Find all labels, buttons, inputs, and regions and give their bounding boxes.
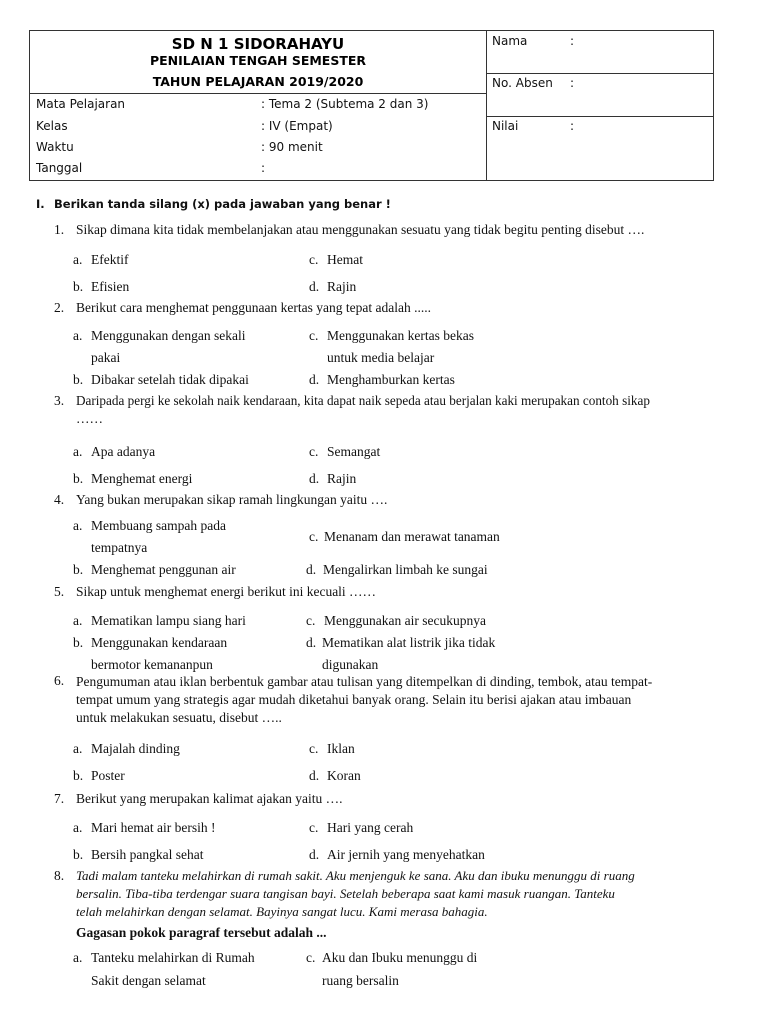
option-c[interactable]: Menggunakan air secukupnya bbox=[324, 613, 486, 628]
option-letter: c. bbox=[309, 328, 319, 343]
header-divider bbox=[30, 93, 486, 94]
option-letter: d. bbox=[309, 372, 320, 387]
option-a[interactable]: Efektif bbox=[91, 252, 129, 267]
option-b[interactable]: Menghemat energi bbox=[91, 471, 193, 486]
field-label-class: Kelas bbox=[36, 119, 68, 133]
option-letter: a. bbox=[73, 328, 83, 343]
field-value-subject: : Tema 2 (Subtema 2 dan 3) bbox=[261, 97, 429, 111]
field-label-subject: Mata Pelajaran bbox=[36, 97, 126, 111]
option-a[interactable]: Majalah dinding bbox=[91, 741, 180, 756]
option-letter: a. bbox=[73, 741, 83, 756]
field-label-time: Waktu bbox=[36, 140, 74, 154]
passage-text bbox=[76, 867, 731, 921]
option-a-continued[interactable]: pakai bbox=[91, 350, 121, 365]
header-table bbox=[29, 30, 714, 181]
option-a[interactable]: Mari hemat air bersih ! bbox=[91, 820, 216, 835]
header-divider bbox=[486, 73, 714, 74]
option-letter: c. bbox=[306, 950, 316, 965]
option-c-continued[interactable]: ruang bersalin bbox=[322, 973, 399, 988]
absence-label: No. Absen bbox=[492, 76, 553, 90]
option-letter: a. bbox=[73, 518, 83, 533]
option-letter: d. bbox=[306, 562, 317, 577]
question-number: 5. bbox=[54, 584, 65, 599]
name-label: Nama bbox=[492, 34, 528, 48]
option-letter: d. bbox=[306, 635, 317, 650]
field-value-class: : IV (Empat) bbox=[261, 119, 333, 133]
question-line: untuk melakukan sesuatu, disebut ….. bbox=[76, 710, 282, 725]
option-letter: b. bbox=[73, 635, 84, 650]
option-d[interactable]: Koran bbox=[327, 768, 361, 783]
option-letter: d. bbox=[309, 847, 320, 862]
question-text bbox=[76, 673, 731, 727]
section-number: I. bbox=[36, 197, 45, 211]
option-c-continued[interactable]: untuk media belajar bbox=[327, 350, 435, 365]
option-letter: b. bbox=[73, 562, 84, 577]
option-c[interactable]: Hemat bbox=[327, 252, 363, 267]
option-b[interactable]: Dibakar setelah tidak dipakai bbox=[91, 372, 249, 387]
option-letter: b. bbox=[73, 471, 84, 486]
question-number: 6. bbox=[54, 673, 65, 688]
field-value-time: : 90 menit bbox=[261, 140, 323, 154]
option-letter: d. bbox=[309, 471, 320, 486]
option-b[interactable]: Menghemat penggunan air bbox=[91, 562, 236, 577]
score-colon: : bbox=[570, 119, 575, 133]
question-number: 4. bbox=[54, 492, 65, 507]
passage-line: bersalin. Tiba-tiba terdengar suara tangisan bayi. Setelah beberapa saat kami masuk ruangan. Tanteku bbox=[76, 886, 615, 901]
option-a[interactable]: Apa adanya bbox=[91, 444, 156, 459]
question-number: 3. bbox=[54, 393, 65, 408]
question-number: 1. bbox=[54, 222, 65, 237]
option-b[interactable]: Poster bbox=[91, 768, 125, 783]
option-d[interactable]: Menghamburkan kertas bbox=[327, 372, 455, 387]
absence-colon: : bbox=[570, 76, 575, 90]
option-d[interactable]: Rajin bbox=[327, 279, 357, 294]
option-b[interactable]: Efisien bbox=[91, 279, 130, 294]
passage-line: telah melahirkan dengan selamat. Bayinya sangat lucu. Kami merasa bahagia. bbox=[76, 904, 488, 919]
option-letter: a. bbox=[73, 444, 83, 459]
option-letter: c. bbox=[306, 613, 316, 628]
question-text: Daripada pergi ke sekolah naik kendaraan, kita dapat naik sepeda atau berjalan kaki merupakan contoh sikap bbox=[76, 393, 650, 408]
option-a[interactable]: Mematikan lampu siang hari bbox=[91, 613, 246, 628]
option-letter: c. bbox=[309, 820, 319, 835]
question-text: Berikut yang merupakan kalimat ajakan yaitu …. bbox=[76, 791, 343, 806]
option-c[interactable]: Menanam dan merawat tanaman bbox=[324, 529, 500, 544]
option-letter: a. bbox=[73, 950, 83, 965]
option-a[interactable]: Membuang sampah pada bbox=[91, 518, 226, 533]
question-prompt: Gagasan pokok paragraf tersebut adalah ... bbox=[76, 925, 327, 940]
option-c[interactable]: Iklan bbox=[327, 741, 355, 756]
question-number: 7. bbox=[54, 791, 65, 806]
option-d-continued[interactable]: digunakan bbox=[322, 657, 379, 672]
option-letter: c. bbox=[309, 444, 319, 459]
academic-year: TAHUN PELAJARAN 2019/2020 bbox=[152, 74, 364, 89]
question-number: 8. bbox=[54, 868, 65, 883]
option-letter: a. bbox=[73, 252, 83, 267]
option-letter: c. bbox=[309, 252, 319, 267]
option-d[interactable]: Mengalirkan limbah ke sungai bbox=[323, 562, 488, 577]
option-letter: b. bbox=[73, 768, 84, 783]
option-b[interactable]: Bersih pangkal sehat bbox=[91, 847, 204, 862]
header-divider bbox=[486, 31, 487, 181]
passage-line: Tadi malam tanteku melahirkan di rumah sakit. Aku menjenguk ke sana. Aku dan ibuku menunggu di ruang bbox=[76, 868, 635, 883]
question-line: Pengumuman atau iklan berbentuk gambar atau tulisan yang ditempelkan di dinding, tembok, atau tempat- bbox=[76, 674, 653, 689]
option-a[interactable]: Menggunakan dengan sekali bbox=[91, 328, 246, 343]
option-a-continued[interactable]: tempatnya bbox=[91, 540, 148, 555]
option-d[interactable]: Air jernih yang menyehatkan bbox=[327, 847, 485, 862]
option-c[interactable]: Semangat bbox=[327, 444, 381, 459]
option-b-continued[interactable]: bermotor kemananpun bbox=[91, 657, 213, 672]
question-text: Berikut cara menghemat penggunaan kertas yang tepat adalah ..... bbox=[76, 300, 431, 315]
name-colon: : bbox=[570, 34, 575, 48]
score-label: Nilai bbox=[492, 119, 519, 133]
option-letter: a. bbox=[73, 820, 83, 835]
option-c[interactable]: Menggunakan kertas bekas bbox=[327, 328, 474, 343]
exam-title: PENILAIAN TENGAH SEMESTER bbox=[149, 53, 367, 68]
option-letter: d. bbox=[309, 768, 320, 783]
question-text: Yang bukan merupakan sikap ramah lingkungan yaitu …. bbox=[76, 492, 388, 507]
option-c[interactable]: Aku dan Ibuku menunggu di bbox=[322, 950, 478, 965]
question-text: Sikap untuk menghemat energi berikut ini kecuali …… bbox=[76, 584, 377, 599]
question-text-continued: …… bbox=[76, 411, 103, 426]
option-letter: d. bbox=[309, 279, 320, 294]
question-number: 2. bbox=[54, 300, 65, 315]
option-a[interactable]: Tanteku melahirkan di Rumah bbox=[91, 950, 255, 965]
option-b[interactable]: Menggunakan kendaraan bbox=[91, 635, 228, 650]
option-letter: c. bbox=[309, 529, 319, 544]
option-letter: b. bbox=[73, 372, 84, 387]
option-letter: b. bbox=[73, 279, 84, 294]
option-c[interactable]: Hari yang cerah bbox=[327, 820, 414, 835]
question-text: Sikap dimana kita tidak membelanjakan atau menggunakan sesuatu yang tidak begitu penting disebut …. bbox=[76, 222, 645, 237]
option-letter: a. bbox=[73, 613, 83, 628]
school-name: SD N 1 SIDORAHAYU bbox=[171, 35, 345, 53]
header-divider bbox=[486, 116, 714, 117]
option-letter: b. bbox=[73, 847, 84, 862]
option-d[interactable]: Rajin bbox=[327, 471, 357, 486]
field-value-date: : bbox=[261, 161, 266, 175]
question-line: tempat umum yang strategis agar mudah diketahui banyak orang. Selain itu berisi ajakan atau imbauan bbox=[76, 692, 632, 707]
section-instruction: Berikan tanda silang (x) pada jawaban yang benar ! bbox=[54, 197, 391, 211]
option-a-continued[interactable]: Sakit dengan selamat bbox=[91, 973, 206, 988]
option-d[interactable]: Mematikan alat listrik jika tidak bbox=[322, 635, 496, 650]
field-label-date: Tanggal bbox=[36, 161, 83, 175]
option-letter: c. bbox=[309, 741, 319, 756]
